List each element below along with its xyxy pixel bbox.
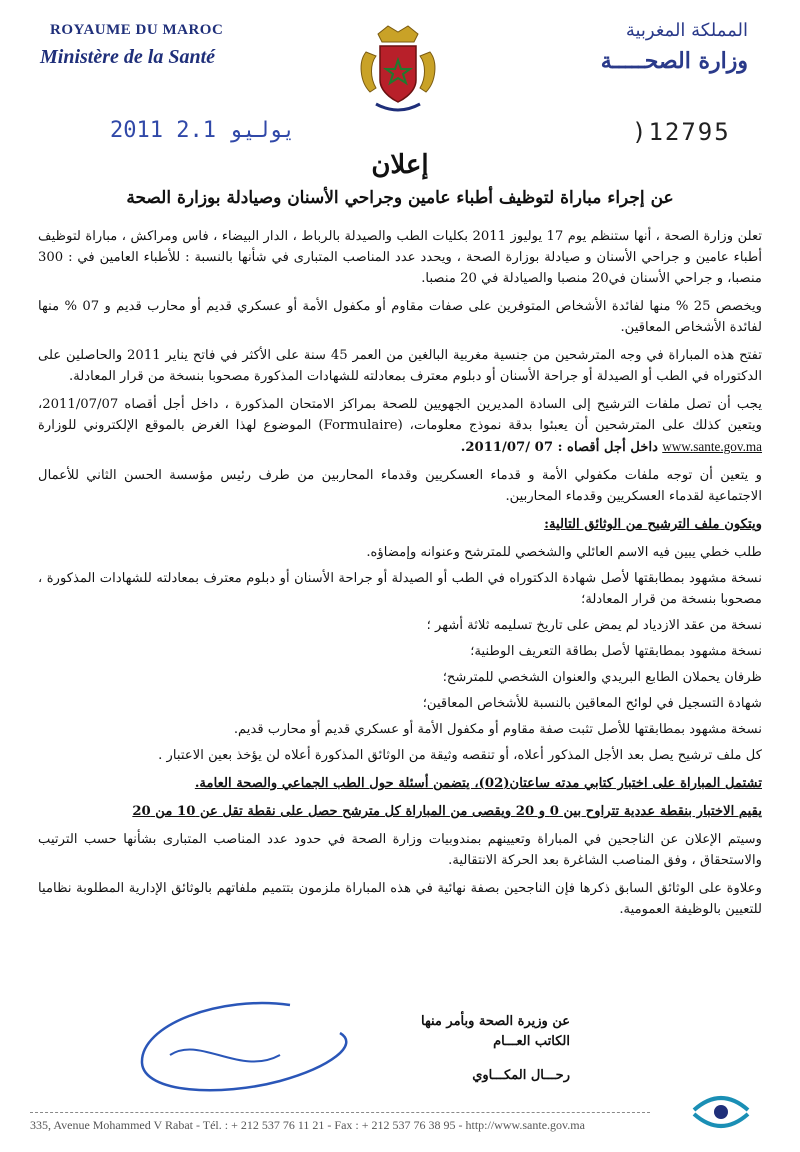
paragraph-final-documents: وعلاوة على الوثائق السابق ذكرها فإن الناجحين بصفة نهائية في هذه المباراة ملزمون بتتميم ملفاتهم بالوثائق الإدارية المطلوبة نظاميا للتعيين بالوظيفة العمومية. (38, 881, 762, 917)
paragraph-eligibility: تفتح هذه المباراة في وجه المترشحين من جنسية مغربية البالغين من العمر 45 سنة على الأكثر في فاتح يناير 2011 والحاصلين على الدكتوراه في الطب أو الصيدلة أو جراحة الأسنان أو دبلوم معترف بمعادلته للشهادات المذكورة مصحوبا بنسخة من قرار المعادلة. (38, 348, 762, 384)
document-item: نسخة من عقد الازدياد لم يمض على تاريخ تسليمه ثلاثة أشهر ؛ (426, 618, 762, 633)
footer-divider (30, 1112, 650, 1113)
paragraph-grading: يقيم الاختبار بنقطة عددية تتراوح بين 0 و 20 ويقصى من المباراة كل مترشح حصل على نقطة تقل عن 10 من 20 (132, 804, 762, 819)
signature-block (330, 1012, 570, 1086)
royal-coat-of-arms-icon (348, 22, 448, 122)
signature-authority: عن وزيرة الصحة وبأمر منها (421, 1014, 570, 1029)
header-ar-ministry: وزارة الصحـــــة (600, 48, 748, 74)
paragraph-quota: ويخصص 25 % منها لفائدة الأشخاص المتوفرين على صفات مقاوم أو مكفول الأمة أو عسكري قديم أو محارب قديم و 07 % منها لفائدة الأشخاص المعاقين. (38, 299, 762, 335)
paragraph-intro: تعلن وزارة الصحة ، أنها ستنظم يوم 17 يوليوز 2011 بكليات الطب والصيدلة بالرباط ، الدار البيضاء ، فاس ومراكش ، مباراة لتوظيف أطباء عامين و جراحي الأسنان و صيادلة بوزارة الصحة ، ويحدد عدد المناصب المتبارى في شأنها بالنسبة : للأطباء العامين في : 300 منصبا، و جراحي الأسنان في20 منصبا والصيادلة في 20 منصبا. (38, 229, 763, 286)
document-item: شهادة التسجيل في لوائح المعاقين بالنسبة للأشخاص المعاقين؛ (422, 696, 762, 711)
header-fr-ministry: Ministère de la Santé (40, 46, 216, 68)
deadline-date: داخل أجل أقصاه : 07 /2011/07. (460, 440, 659, 455)
ministry-website-link[interactable]: www.sante.gov.ma (662, 439, 762, 454)
announcement-body (38, 226, 762, 927)
deadline-text: يجب أن تصل ملفات الترشيح إلى السادة المديرين الجهويين للصحة بمراكز الامتحان المذكورة ، داخل أجل أقصاه 2011/07/07، ويتعين كذلك على المترشحين أن يعبئوا بدقة نموذج معلومات، (Formulaire) الموضوع لهذا الغرض بالموقع الإلكتروني للوزارة (38, 397, 762, 433)
document-item: نسخة مشهود بمطابقتها لأصل شهادة الدكتوراه في الطب أو الصيدلة أو جراحة الأسنان أو دبلوم معترف بمعادلته للشهادات المذكورة ، مصحوبا بنسخة من قرار المعادلة؛ (38, 571, 762, 607)
document-item: طلب خطي يبين فيه الاسم العائلي والشخصي للمترشح وعنوانه وإمضاؤه. (366, 545, 762, 560)
document-item: ظرفان يحملان الطابع البريدي والعنوان الشخصي للمترشح؛ (442, 670, 762, 685)
ministry-eye-logo-icon (690, 1080, 752, 1142)
documents-heading: ويتكون ملف الترشيح من الوثائق التالية: (544, 517, 762, 532)
document-item: نسخة مشهود بمطابقتها للأصل تثبت صفة مقاوم أو مكفول الأمة أو عسكري قديم أو محارب قديم. (233, 722, 762, 737)
signature-name: رحـــال المكـــاوي (472, 1068, 570, 1083)
paragraph-deadline (38, 394, 762, 458)
paragraph-late-files: كل ملف ترشيح يصل بعد الأجل المذكور أعلاه، أو تنقصه وثيقة من الوثائق المذكورة أعلاه لن يؤخذ بعين الاعتبار . (158, 748, 762, 763)
page-subtitle: عن إجراء مباراة لتوظيف أطباء عامين وجراحي الأسنان وصيادلة بوزارة الصحة (126, 188, 674, 208)
documents-list (38, 542, 762, 740)
footer-address: 335, Avenue Mohammed V Rabat - Tél. : + 212 537 76 11 21 - Fax : + 212 537 76 38 95 - http://www.sante.gov.ma (30, 1118, 585, 1132)
document-item: نسخة مشهود بمطابقتها لأصل بطاقة التعريف الوطنية؛ (470, 644, 762, 659)
header-ar-kingdom: المملكة المغربية (625, 20, 748, 41)
date-stamp: 2011 يوليو 2.1 (110, 118, 296, 143)
paragraph-veterans: و يتعين أن توجه ملفات مكفولي الأمة و قدماء العسكريين وقدماء المحاربين من طرف رئيس مؤسسة الحسن الثاني للأعمال الاجتماعية لقدماء العسكريين وقدماء المحاربين. (38, 468, 762, 504)
signature-title: الكاتب العـــام (493, 1034, 570, 1049)
paragraph-exam: تشتمل المباراة على اختبار كتابي مدته ساعتان(02)، يتضمن أسئلة حول الطب الجماعي والصحة العامة. (194, 776, 762, 791)
page-title: إعلان (371, 150, 429, 180)
paragraph-results: وسيتم الإعلان عن الناجحين في المباراة وتعيينهم بمندوبيات وزارة الصحة في حدود عدد المناصب المتبارى بشأنها حسب الترتيب والاستحقاق ، وفق المناصب الشاغرة بعد الحركة الانتقالية. (38, 832, 762, 868)
header-fr-kingdom: ROYAUME DU MAROC (50, 22, 224, 38)
registration-number-stamp: )12795 (632, 118, 731, 146)
